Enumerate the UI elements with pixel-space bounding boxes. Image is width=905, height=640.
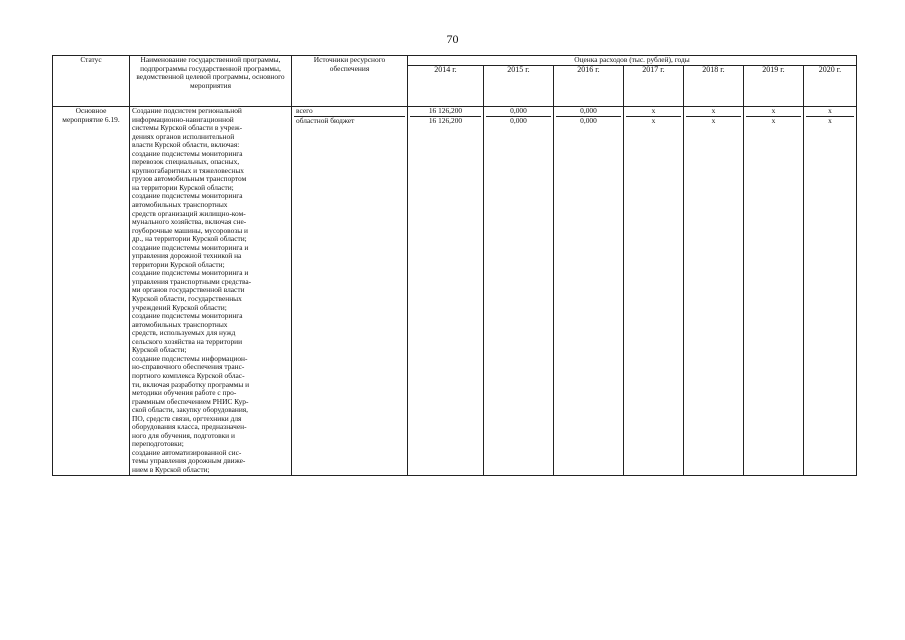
year-cell [804, 107, 857, 476]
description-line: Курской области, государственных [132, 294, 242, 304]
header-estimate: Оценка расходов (тыс. рублей), годы [408, 56, 857, 66]
year-cell [744, 107, 804, 476]
description-line: создание подсистемы мониторинга и [132, 268, 249, 278]
description-line: создание автоматизированной сис- [132, 447, 242, 457]
value-total: x [746, 107, 801, 117]
description-line: др., на территории Курской области; [132, 234, 247, 244]
description-line: мунального хозяйства, включая сне- [132, 217, 247, 227]
header-year: 2014 г. [408, 66, 484, 107]
value-total: x [626, 107, 681, 117]
description-line: управления дорожной техникой на [132, 251, 242, 261]
description-line: учреждений Курской области; [132, 302, 227, 312]
value-total: 0,000 [486, 107, 551, 117]
description-line: территории Курской области; [132, 259, 225, 269]
header-program-name: Наименование государственной программы, подпрограммы государственной программы, ведомственной целевой программы, основного мероприятия [130, 56, 292, 107]
value-total: x [686, 107, 741, 117]
year-cell [554, 107, 624, 476]
header-year: 2018 г. [684, 66, 744, 107]
description-line: средств организаций жилищно-ком- [132, 208, 246, 218]
header-sources: Источники ресурсного обеспечения [292, 56, 408, 107]
description-line: ного для обучения, подготовки и [132, 430, 235, 440]
value-regional: x [828, 115, 832, 125]
source-total: всего [294, 107, 405, 117]
description-line: создание подсистемы мониторинга и [132, 242, 249, 252]
header-year: 2015 г. [484, 66, 554, 107]
header-row-1 [53, 56, 857, 66]
year-cell [684, 107, 744, 476]
description-line: создание подсистемы мониторинга [132, 311, 243, 321]
description-line: создание подсистемы мониторинга [132, 191, 243, 201]
description-line: сельского хозяйства на территории [132, 336, 243, 346]
description-line: граммным обеспечением РНИС Кур- [132, 396, 249, 406]
description-line: гоуборочные машины, мусоровозы и [132, 225, 249, 235]
description-line: портного комплекса Курской облас- [132, 370, 245, 380]
description-line: оборудования класса, предназначен- [132, 422, 247, 432]
description-line: управления транспортными средства- [132, 276, 252, 286]
description-line: власти Курской области, включая: [132, 140, 240, 150]
description-line: дениях органов исполнительной [132, 131, 235, 141]
description-line: средств, используемых для нужд [132, 328, 236, 338]
header-year: 2020 г. [804, 66, 857, 107]
status-cell: Основное мероприятие 6.19. [53, 107, 130, 476]
header-status: Статус [53, 56, 130, 107]
value-regional: x [651, 115, 656, 125]
description-line: ской области, закупку оборудования, [132, 405, 249, 415]
description-line: автомобильных транспортных [132, 319, 228, 329]
year-cell [484, 107, 554, 476]
value-regional: 0,000 [510, 115, 527, 125]
description-line: нием в Курской области; [132, 464, 210, 474]
description-line: ПО, средств связи, оргтехники для [132, 413, 242, 423]
description-line: Создание подсистем региональной [132, 106, 242, 115]
description-line: создание подсистемы мониторинга [132, 148, 243, 158]
description-line: ти, включая разработку программы и [132, 379, 250, 389]
data-row [53, 107, 857, 476]
description-line: темы управления дорожным движе- [132, 456, 246, 466]
value-regional: x [711, 115, 716, 125]
description-line: на территории Курской области; [132, 182, 234, 192]
description-line: грузов автомобильным транспортом [132, 174, 247, 184]
value-total: x [806, 107, 854, 117]
value-regional: 16 126,200 [428, 115, 463, 125]
description-line: но-справочного обеспечения транс- [132, 362, 245, 372]
year-cell [408, 107, 484, 476]
value-total: 0,000 [556, 107, 621, 117]
description-line: переподготовки; [132, 439, 184, 449]
page-number: 70 [446, 32, 459, 46]
description-line: ми органов государственной власти [132, 285, 245, 295]
value-regional: x [771, 115, 776, 125]
description-line: системы Курской области в учреж- [132, 123, 243, 133]
year-cell [624, 107, 684, 476]
header-year: 2017 г. [624, 66, 684, 107]
description-cell [130, 107, 292, 476]
source-regional-budget: областной бюджет [296, 115, 355, 125]
description-line: методики обучения работе с про- [132, 388, 237, 398]
description-line: создание подсистемы информацион- [132, 353, 248, 363]
header-year: 2019 г. [744, 66, 804, 107]
description-line: информационно-навигационной [132, 114, 234, 124]
value-regional: 0,000 [580, 115, 597, 125]
value-total: 16 126,200 [410, 107, 481, 117]
description-line: Курской области; [132, 345, 187, 355]
budget-table [52, 55, 857, 476]
sources-cell [292, 107, 408, 476]
header-year: 2016 г. [554, 66, 624, 107]
description-line: крупногабаритных и тяжеловесных [132, 165, 244, 175]
description-line: автомобильных транспортных [132, 200, 228, 210]
description-line: перевозок специальных, опасных, [132, 157, 240, 167]
